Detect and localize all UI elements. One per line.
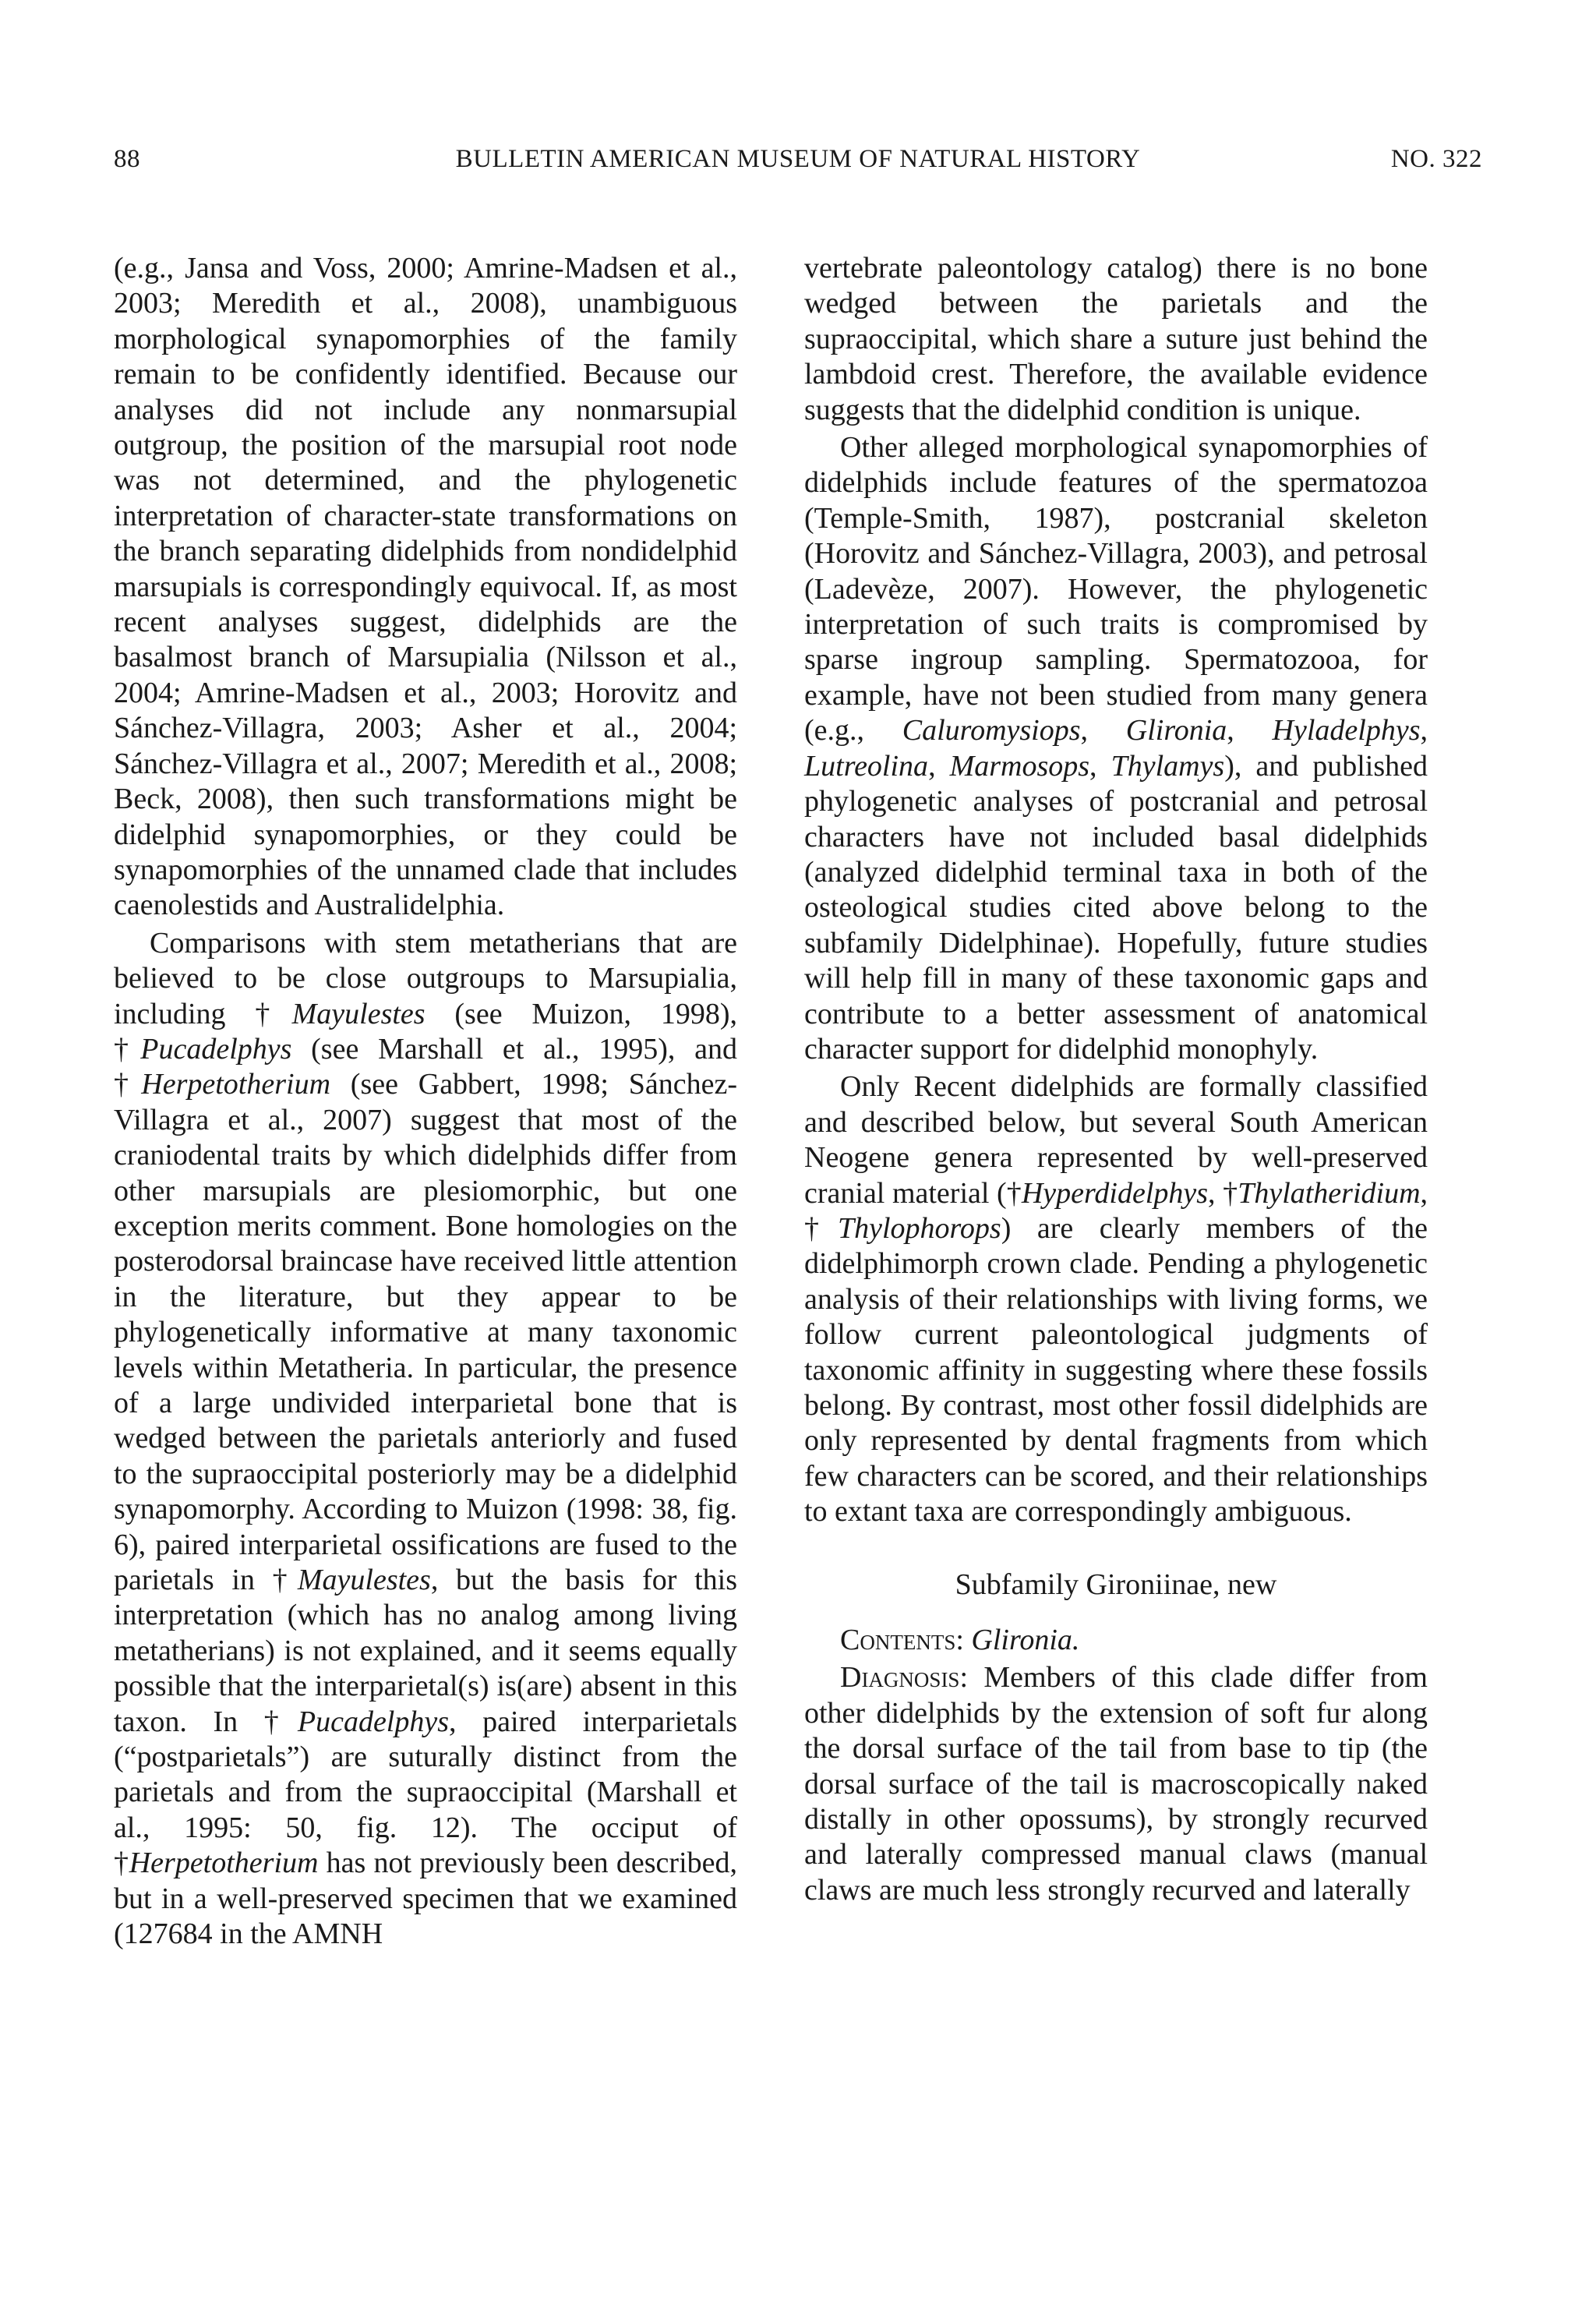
page-number: 88 [114,145,140,173]
extinct-dagger: † [1006,1176,1022,1210]
extinct-dagger: † [114,1847,129,1880]
taxon-name: Thylophorops [838,1211,1001,1245]
extinct-dagger: † [804,1211,838,1245]
left-column [114,251,737,1953]
journal-title: BULLETIN AMERICAN MUSEUM OF NATURAL HISTORY [455,145,1141,173]
paragraph: Comparisons with stem metatherians that are believed to be close outgroups to Marsupialia, including †Mayulestes (see Muizon, 1998), †Pucadelphys (see Marshall et al., 1995), and †Herpetotherium (see Gabbert, 1998; Sánchez-Villagra et al., 2007) suggest that most of the craniodental traits by which didelphids differ from other marsupials are plesiomorphic, but one exception merits comment. Bone homologies on the posterodorsal braincase have received little attention in the literature, but they appear to be phylogenetically informative at many taxonomic levels within Metatheria. In particular, the presence of a large undivided interparietal bone that is wedged between the parietals anteriorly and fused to the supraoccipital posteriorly may be a didelphid synapomorphy. According to Muizon (1998: 38, fig. 6), paired interparietal ossifications are fused to the parietals in †Mayulestes, but the basis for this interpretation (which has no analog among living metatherians) is not explained, and it seems equally possible that the interparietal(s) is(are) absent in this taxon. In †Pucadelphys, paired interparietals (“postparietals”) are suturally distinct from the parietals and from the supraoccipital (Marshall et al., 1995: 50, fig. 12). The occiput of †Herpetotherium has not previously been described, but in a well-preserved specimen that we examined (127684 in the AMNH [114,926,738,1951]
taxon-name: Hyladelphys [1272,714,1421,747]
taxon-name: Mayulestes [297,1564,431,1597]
taxon-name: Herpetotherium [141,1068,331,1101]
diagnosis-label: Diagnosis: [840,1661,969,1695]
contents-label: Contents: [840,1624,964,1657]
taxon-name: Herpetotherium [129,1847,319,1880]
extinct-dagger: † [114,1068,142,1101]
extinct-dagger: † [263,1705,298,1738]
taxon-name: Thylatheridium [1238,1176,1421,1210]
right-column [804,251,1428,1908]
taxon-name: Lutreolina [804,749,929,783]
running-header [114,145,1482,184]
taxon-name: Pucadelphys [297,1705,450,1738]
extinct-dagger: † [255,997,292,1030]
paragraph: (e.g., Jansa and Voss, 2000; Amrine-Madsen et al., 2003; Meredith et al., 2008), unambiguous morphological synapomorphies of the family remain to be confidently identified. Because our analyses did not include any nonmarsupial outgroup, the position of the marsupial root node was not determined, and the phylogenetic interpretation of character-state transformations on the branch separating didelphids from nondidelphid marsupials is correspondingly equivocal. If, as most recent analyses suggest, didelphids are the basalmost branch of Marsupialia (Nilsson et al., 2004; Amrine-Madsen et al., 2003; Horovitz and Sánchez-Villagra, 2003; Asher et al., 2004; Sánchez-Villagra et al., 2007; Meredith et al., 2008; Beck, 2008), then such transformations might be didelphid synapomorphies, or they could be synapomorphies of the unnamed clade that includes caenolestids and Australidelphia. [114,252,737,922]
taxon-name: Glironia [1125,714,1227,747]
diagnosis-entry: Diagnosis: Members of this clade differ from other didelphids by the extension of soft fur along the dorsal surface of the tail from base to tip (the dorsal surface of the tail is macroscopically naked distally in other opossums), by strongly recurved and laterally compressed manual claws (manual claws are much less strongly recurved and laterally [804,1661,1428,1907]
paragraph: Only Recent didelphids are formally classified and described below, but several South American Neogene genera represented by well-preserved cranial material (†Hyperdidelphys, †Thylatheridium, †Thylophorops) are clearly members of the didelphimorph crown clade. Pending a phylogenetic analysis of their relationships with living forms, we follow current paleontological judgments of taxonomic affinity in suggesting where these fossils belong. By contrast, most other fossil didelphids are only represented by dental fragments from which few characters can be scored, and their relationships to extant taxa are correspondingly ambiguous. [804,1070,1428,1529]
taxon-name: Mayulestes [291,997,425,1030]
taxon-name: Pucadelphys [140,1032,292,1066]
taxon-name: Glironia. [971,1624,1080,1657]
issue-number: NO. 322 [1390,145,1482,173]
taxon-name: Marmosops [949,749,1090,783]
taxon-name: Hyperdidelphys [1021,1176,1209,1210]
contents-entry [804,1623,1428,1658]
extinct-dagger: † [114,1032,141,1066]
paragraph: vertebrate paleontology catalog) there is no bone wedged between the parietals and the supraoccipital, which share a suture just behind the lambdoid crest. Therefore, the available evidence suggests that the didelphid condition is unique. [804,252,1428,426]
taxon-name: Thylamys [1110,749,1225,783]
extinct-dagger: † [272,1564,298,1597]
subfamily-heading: Subfamily Gironiinae, new [955,1567,1277,1601]
taxon-name: Caluromysiops [902,714,1081,747]
extinct-dagger: † [1223,1176,1238,1210]
paragraph: Other alleged morphological synapomorphies of didelphids include features of the spermatozoa (Temple-Smith, 1987), postcranial skeleton (Horovitz and Sánchez-Villagra, 2003), and petrosal (Ladevèze, 2007). However, the phylogenetic interpretation of such traits is compromised by sparse ingroup sampling. Spermatozooa, for example, have not been studied from many genera (e.g., Caluromysiops, Glironia, Hyladelphys, Lutreolina, Marmosops, Thylamys), and published phylogenetic analyses of postcranial and petrosal characters have not included basal didelphids (analyzed didelphid terminal taxa in both of the osteological studies cited above belong to the subfamily Didelphinae). Hopefully, future studies will help fill in many of these taxonomic gaps and contribute to a better assessment of anatomical character support for didelphid monophyly. [804,431,1428,1066]
